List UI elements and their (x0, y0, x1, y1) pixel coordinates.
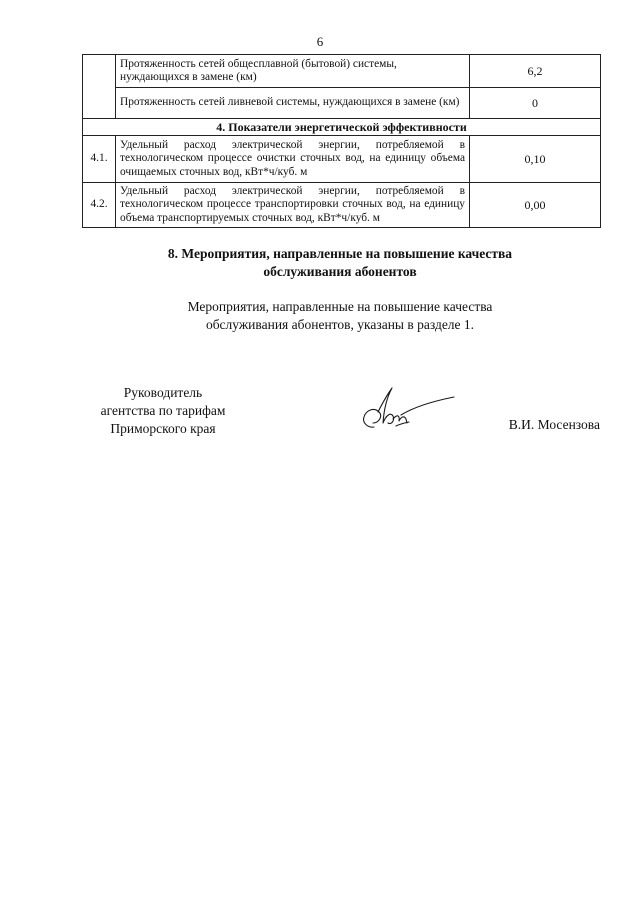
page-number: 6 (316, 34, 324, 49)
signer-position (78, 384, 248, 438)
section-title: 4. Показатели энергетической эффективности (83, 119, 601, 136)
section-heading-line: 8. Мероприятия, направленные на повышение качества (167, 246, 513, 261)
table-section-row (83, 119, 601, 136)
body-line: Мероприятия, направленные на повышение качества (187, 299, 493, 314)
indicator-description: Протяженность сетей общесплавной (бытовой) системы, нуждающихся в замене (км) (116, 55, 470, 88)
signer-position-line: Руководитель (123, 385, 203, 400)
indicator-description: Удельный расход электрической энергии, потребляемой в технологическом процессе транспортировки сточных вод, на единицу объема транспортируемых сточных вод, кВт*ч/куб. м (116, 183, 470, 228)
table-row (83, 136, 601, 183)
table-row (83, 55, 601, 88)
indicator-value: 0,10 (470, 136, 601, 183)
signer-position-line: Приморского края (110, 420, 216, 436)
section-heading (0, 245, 640, 281)
indicator-description: Удельный расход электрической энергии, потребляемой в технологическом процессе очистки сточных вод, на единицу объема очищаемых сточных вод, кВт*ч/куб. м (116, 136, 470, 183)
indicators-table (82, 54, 601, 228)
signer-position-line: агентства по тарифам (100, 402, 226, 418)
indicator-value: 0,00 (470, 183, 601, 228)
indicator-value: 0 (470, 88, 601, 119)
section-body-text (0, 298, 640, 334)
indicator-description: Протяженность сетей ливневой системы, нуждающихся в замене (км) (116, 88, 470, 119)
indicator-value: 6,2 (470, 55, 601, 88)
table-row (83, 183, 601, 228)
row-number-cell: 4.1. (83, 136, 116, 183)
signer-name: В.И. Мосензова (508, 417, 600, 432)
table-row (83, 88, 601, 119)
body-line: обслуживания абонентов, указаны в разделе 1. (205, 316, 475, 332)
section-heading-line: обслуживания абонентов (263, 263, 417, 279)
handwritten-signature (338, 385, 456, 439)
row-number-cell (83, 55, 116, 119)
row-number-cell: 4.2. (83, 183, 116, 228)
